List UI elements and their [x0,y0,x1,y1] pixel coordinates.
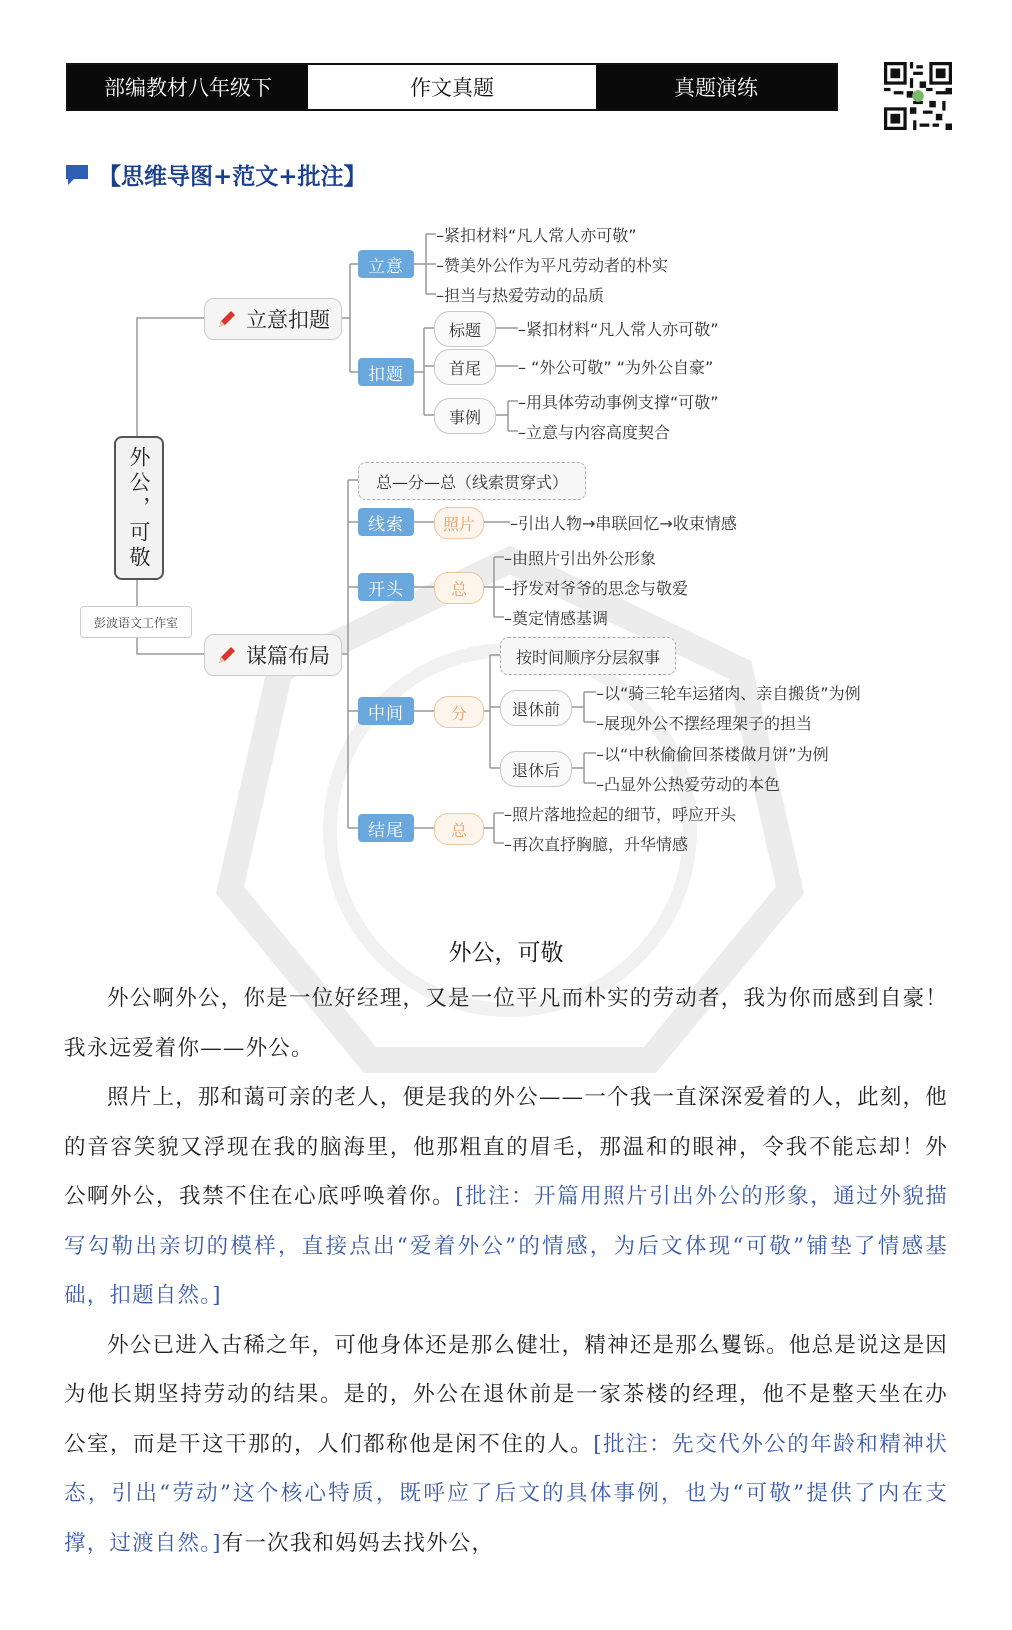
after-item: –凸显外公热爱劳动的本色 [596,775,781,794]
tag-biaoti: 标题 [434,311,496,347]
header-bar [66,63,838,111]
tag-kaitou: 开头 [358,573,414,601]
header-practice: 真题演练 [596,65,836,109]
jiewei-item: –照片落地捡起的细节，呼应开头 [504,805,737,824]
kaitou-item: –由照片引出外公形象 [504,549,657,568]
liyi-item: –紧扣材料“凡人常人亦可敬” [436,226,637,245]
tag-liyi: 立意 [358,250,414,278]
biaoti-text: –紧扣材料“凡人常人亦可敬” [518,320,719,339]
kaitou-item: –奠定情感基调 [504,609,609,628]
tag-zhongjian: 中间 [358,697,414,725]
header-grade: 部编教材八年级下 [68,65,308,109]
tag-before-retire: 退休前 [500,690,572,726]
header-type: 作文真题 [308,65,596,109]
shili-item: –立意与内容高度契合 [518,423,671,442]
branch-label: 立意扣题 [246,308,330,332]
jiewei-item: –再次直抒胸臆，升华情感 [504,835,689,854]
kaitou-item: –抒发对爷爷的思念与敬爱 [504,579,689,598]
shili-item: –用具体劳动事例支撑“可敬” [518,393,719,412]
before-item: –以“骑三轮车运猪肉、亲自搬货”为例 [596,684,861,703]
essay-paragraph [64,1321,948,1569]
paragraph-text: 有一次我和妈妈去找外公， [221,1530,495,1556]
section-title: 【思维导图+范文+批注】 [98,164,367,190]
liyi-item: –担当与热爱劳动的品质 [436,286,605,305]
tag-xiansuo: 线索 [358,508,414,536]
mindmap-root: 外公，可敬 [114,436,164,580]
branch-label: 谋篇布局 [246,644,330,668]
branch-liyi-kouti [204,298,342,340]
sub-zong-end: 总 [434,813,484,845]
qr-code-icon[interactable] [884,62,952,130]
tag-shili: 事例 [434,398,496,434]
tag-shouwei: 首尾 [434,349,496,385]
pencil-icon [216,308,238,330]
order-box: 按时间顺序分层叙事 [500,637,676,675]
liyi-item: –赞美外公作为平凡劳动者的朴实 [436,256,669,275]
speech-bubble-icon [64,163,92,187]
section-heading [64,158,367,191]
shouwei-text: – “外公可敬” “为外公自豪” [518,358,714,377]
after-item: –以“中秋偷偷回茶楼做月饼”为例 [596,745,829,764]
essay-paragraph: 外公啊外公，你是一位好经理，又是一位平凡而朴实的劳动者，我为你而感到自豪！我永远爱着你——外公。 [64,986,948,1061]
pencil-icon [216,644,238,666]
tag-after-retire: 退休后 [500,751,572,787]
essay-title: 外公，可敬 [448,940,564,966]
tag-jiewei: 结尾 [358,814,414,842]
before-item: –展现外公不摆经理架子的担当 [596,714,813,733]
essay-body [64,974,948,1568]
paragraph-text: 外公已进入古稀之年，可他身体还是那么健壮，精神还是那么矍铄。他总是说这是因为他长期坚持劳动的结果。是的，外公在退休前是一家茶楼的经理，他不是整天坐在办公室，而是干这干那的，人们都称他是闲不住的人。 [64,1332,948,1457]
structure-box: 总—分—总（线索贯穿式） [358,462,586,500]
annotation: [批注：先交代外公的年龄和精神状态，引出“劳动”这个核心特质，既呼应了后文的具体事例，也为“可敬”提供了内在支撑，过渡自然。] [64,1431,948,1556]
branch-mou-pian [204,634,342,676]
sub-fen: 分 [434,696,484,728]
paragraph-text: 照片上，那和蔼可亲的老人，便是我的外公——一个我一直深深爱着的人，此刻，他的音容笑貌又浮现在我的脑海里，他那粗直的眉毛，那温和的眼神，令我不能忘却！外公啊外公，我禁不住在心底呼唤着你。 [64,1085,948,1209]
annotation: [批注：开篇用照片引出外公的形象，通过外貌描写勾勒出亲切的模样，直接点出“爱着外公”的情感，为后文体现“可敬”铺垫了情感基础，扣题自然。] [64,1184,948,1308]
sub-zong: 总 [434,572,484,604]
xiansuo-text: –引出人物→串联回忆→收束情感 [510,514,737,533]
sub-zhaopian: 照片 [434,507,484,539]
studio-label: 彭波语文工作室 [80,606,192,638]
essay-paragraph [64,1073,948,1321]
tag-kouti: 扣题 [358,358,414,386]
